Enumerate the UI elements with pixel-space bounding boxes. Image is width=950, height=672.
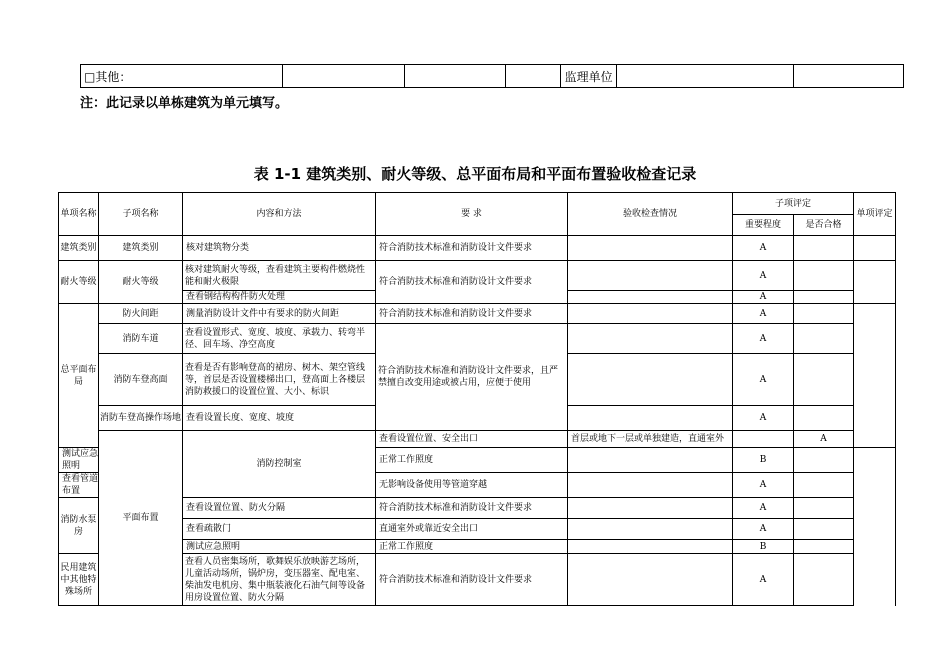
page-title: 表 1-1 建筑类别、耐火等级、总平面布局和平面布置验收检查记录 [253, 165, 697, 183]
content-method: 查看人员密集场所，歌舞娱乐放映游艺场所，儿童活动场所，锅炉房，变压器室、配电室、柴油发电机房、集中瓶装液化石油气间等设备用房设置位置、防火分隔 [183, 554, 376, 606]
content-method: 查看钢结构构件防火处理 [183, 291, 376, 304]
importance: A [733, 236, 794, 261]
table-row [59, 324, 896, 354]
header-importance: 重要程度 [733, 215, 794, 236]
table-row [59, 431, 896, 448]
qualified-cell [794, 519, 854, 540]
supervisor-label: 监理单位 [561, 65, 616, 88]
result-cell [568, 236, 733, 261]
requirement: 符合消防技术标准和消防设计文件要求 [376, 261, 568, 304]
result-cell [568, 540, 733, 554]
header-unit-eval: 单项评定 [854, 193, 896, 236]
qualified-cell [794, 354, 854, 406]
table-row [59, 498, 896, 519]
content-method: 测试应急照明 [59, 448, 99, 473]
empty-cell [405, 65, 506, 88]
importance: A [794, 431, 854, 448]
requirement: 正常工作照度 [376, 448, 568, 473]
sub-item-name: 消防车登高面 [99, 354, 183, 406]
unit-eval-cell [854, 304, 896, 448]
qualified-cell [794, 498, 854, 519]
qualified-cell [794, 540, 854, 554]
table-row [59, 304, 896, 324]
header-content: 内容和方法 [183, 193, 376, 236]
empty-cell [283, 65, 405, 88]
inspection-table [58, 192, 896, 606]
result-cell [733, 431, 794, 448]
content-method: 查看设置位置、安全出口 [376, 431, 568, 448]
sub-item-name: 消防车登高操作场地 [99, 406, 183, 431]
importance: A [733, 554, 794, 606]
requirement: 符合消防技术标准和消防设计文件要求 [376, 554, 568, 606]
sub-item-name: 民用建筑中其他特殊场所 [59, 554, 99, 606]
content-method: 核对建筑耐火等级，查看建筑主要构件燃烧性能和耐火极限 [183, 261, 376, 291]
importance: A [733, 291, 794, 304]
importance: A [733, 406, 794, 431]
table-row [81, 65, 904, 88]
result-cell [568, 261, 733, 291]
header-row [59, 193, 896, 215]
header-sub-name: 子项名称 [99, 193, 183, 236]
table-row [59, 519, 896, 540]
result-cell [568, 304, 733, 324]
content-method: 查看是否有影响登高的裙房、树木、架空管线等，首层是否设置楼梯出口，登高面上各楼层消防救援口的设置位置、大小、标识 [183, 354, 376, 406]
table-row [59, 236, 896, 261]
empty-cell [505, 65, 560, 88]
other-label: □其他： [81, 65, 283, 88]
group-site-layout: 总平面布局 [59, 304, 99, 448]
empty-cell [616, 65, 793, 88]
qualified-cell [794, 261, 854, 291]
requirement: 直通室外或靠近安全出口 [376, 519, 568, 540]
importance: A [733, 304, 794, 324]
content-method: 查看设置形式、宽度、坡度、承载力、转弯半径、回车场、净空高度 [183, 324, 376, 354]
content-method: 查看管道布置 [59, 473, 99, 498]
content-method: 查看疏散门 [183, 519, 376, 540]
result-cell [568, 354, 733, 406]
importance: A [733, 261, 794, 291]
header-unit-name: 单项名称 [59, 193, 99, 236]
importance: A [733, 324, 794, 354]
unit-eval-cell [854, 261, 896, 304]
importance: A [733, 519, 794, 540]
result-cell [568, 291, 733, 304]
sub-item-name: 消防车道 [99, 324, 183, 354]
group-building-class: 建筑类别 [59, 236, 99, 261]
qualified-cell [794, 554, 854, 606]
requirement: 无影响设备使用等管道穿越 [376, 473, 568, 498]
qualified-cell [794, 473, 854, 498]
result-cell [568, 519, 733, 540]
group-fire-rating: 耐火等级 [59, 261, 99, 304]
content-method: 查看设置位置、防火分隔 [183, 498, 376, 519]
note-text: 注：此记录以单栋建筑为单元填写。 [80, 96, 289, 111]
content-method: 核对建筑物分类 [183, 236, 376, 261]
sub-item-name: 消防水泵房 [59, 498, 99, 554]
header-qualified: 是否合格 [794, 215, 854, 236]
result-cell [568, 498, 733, 519]
importance: B [733, 448, 794, 473]
qualified-cell [794, 304, 854, 324]
qualified-cell [794, 324, 854, 354]
requirement: 符合消防技术标准和消防设计文件要求 [376, 304, 568, 324]
sub-item-name: 消防控制室 [183, 431, 376, 498]
importance: A [733, 498, 794, 519]
result-cell [568, 473, 733, 498]
requirement: 符合消防技术标准和消防设计文件要求 [376, 236, 568, 261]
requirement: 符合消防技术标准和消防设计文件要求，且严禁擅自改变用途或被占用，应便于使用 [376, 324, 568, 431]
content-method: 测试应急照明 [183, 540, 376, 554]
header-sub-eval: 子项评定 [733, 193, 854, 215]
table-row [59, 540, 896, 554]
header-requirement: 要 求 [376, 193, 568, 236]
sub-item-name: 建筑类别 [99, 236, 183, 261]
result-cell [568, 324, 733, 354]
requirement: 首层或地下一层或单独建造，直通室外 [568, 431, 733, 448]
table-row [59, 261, 896, 291]
top-signature-table [80, 64, 904, 88]
qualified-cell [794, 406, 854, 431]
table-row [59, 554, 896, 606]
result-cell [568, 554, 733, 606]
result-cell [568, 448, 733, 473]
qualified-cell [794, 448, 854, 473]
importance: B [733, 540, 794, 554]
importance: A [733, 354, 794, 406]
header-result: 验收检查情况 [568, 193, 733, 236]
group-floor-layout: 平面布置 [99, 431, 183, 606]
qualified-cell [794, 236, 854, 261]
requirement: 符合消防技术标准和消防设计文件要求 [376, 498, 568, 519]
requirement: 正常工作照度 [376, 540, 568, 554]
qualified-cell [794, 291, 854, 304]
sub-item-name: 防火间距 [99, 304, 183, 324]
content-method: 测量消防设计文件中有要求的防火间距 [183, 304, 376, 324]
empty-cell [794, 65, 904, 88]
unit-eval-cell [854, 236, 896, 261]
sub-item-name: 耐火等级 [99, 261, 183, 304]
result-cell [568, 406, 733, 431]
content-method: 查看设置长度、宽度、坡度 [183, 406, 376, 431]
importance: A [733, 473, 794, 498]
